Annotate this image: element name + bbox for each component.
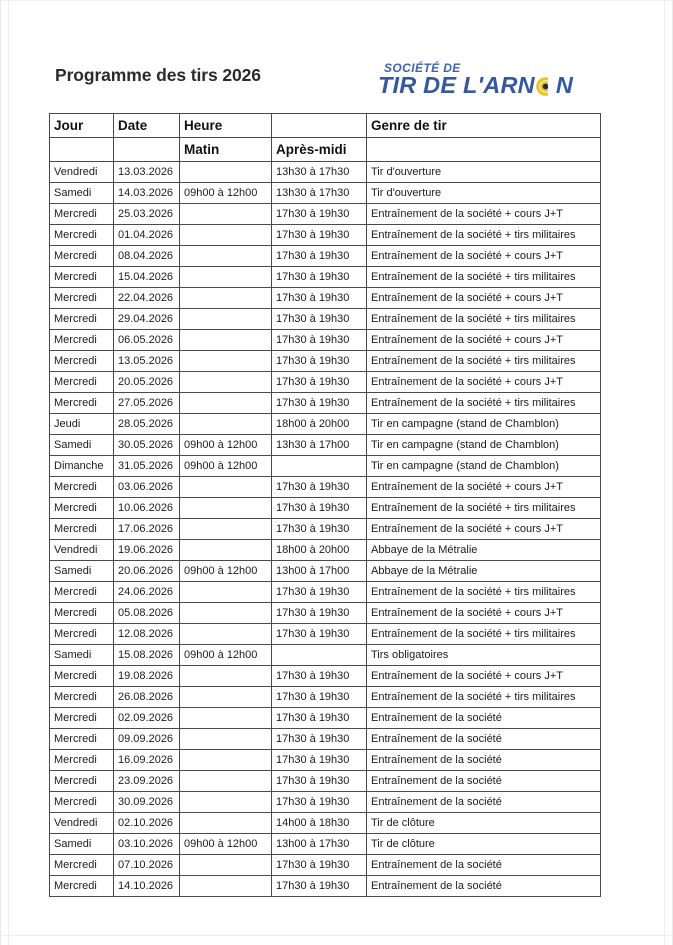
cell-genre: Entraînement de la société + cours J+T: [367, 603, 601, 624]
cell-jour: Samedi: [50, 561, 114, 582]
cell-date: 09.09.2026: [114, 729, 180, 750]
cell-matin: [180, 540, 272, 561]
cell-genre: Tir de clôture: [367, 834, 601, 855]
cell-date: 30.05.2026: [114, 435, 180, 456]
cell-date: 14.10.2026: [114, 876, 180, 897]
cell-genre: Entraînement de la société: [367, 708, 601, 729]
cell-jour: Mercredi: [50, 666, 114, 687]
cell-date: 19.06.2026: [114, 540, 180, 561]
cell-apres-midi: 17h30 à 19h30: [272, 225, 367, 246]
cell-jour: Samedi: [50, 183, 114, 204]
header-date: Date: [114, 114, 180, 138]
cell-jour: Dimanche: [50, 456, 114, 477]
cell-date: 19.08.2026: [114, 666, 180, 687]
cell-matin: [180, 666, 272, 687]
cell-genre: Entraînement de la société + tirs militaires: [367, 225, 601, 246]
cell-jour: Mercredi: [50, 771, 114, 792]
cell-genre: Entraînement de la société + tirs militaires: [367, 498, 601, 519]
cell-genre: Entraînement de la société + tirs militaires: [367, 351, 601, 372]
cell-genre: Entraînement de la société + tirs militaires: [367, 267, 601, 288]
cell-date: 08.04.2026: [114, 246, 180, 267]
cell-apres-midi: 13h00 à 17h00: [272, 561, 367, 582]
cell-jour: Mercredi: [50, 687, 114, 708]
cell-apres-midi: 17h30 à 19h30: [272, 246, 367, 267]
cell-jour: Mercredi: [50, 246, 114, 267]
cell-matin: [180, 477, 272, 498]
table-row: [50, 477, 601, 498]
target-bullseye-icon: [535, 76, 556, 97]
cell-apres-midi: 13h30 à 17h00: [272, 435, 367, 456]
table-row: [50, 330, 601, 351]
cell-genre: Entraînement de la société + cours J+T: [367, 330, 601, 351]
table-row: [50, 876, 601, 897]
cell-jour: Samedi: [50, 834, 114, 855]
document-header: [0, 56, 673, 112]
cell-matin: [180, 393, 272, 414]
cell-matin: [180, 414, 272, 435]
cell-date: 30.09.2026: [114, 792, 180, 813]
header-jour: Jour: [50, 114, 114, 138]
cell-genre: Entraînement de la société + cours J+T: [367, 204, 601, 225]
table-row: [50, 708, 601, 729]
table-row: [50, 729, 601, 750]
cell-date: 27.05.2026: [114, 393, 180, 414]
cell-apres-midi: [272, 645, 367, 666]
cell-matin: [180, 876, 272, 897]
cell-jour: Mercredi: [50, 225, 114, 246]
cell-genre: Entraînement de la société + cours J+T: [367, 477, 601, 498]
cell-jour: Vendredi: [50, 162, 114, 183]
cell-apres-midi: [272, 456, 367, 477]
cell-apres-midi: 17h30 à 19h30: [272, 792, 367, 813]
header-genre-sub: [367, 138, 601, 162]
cell-apres-midi: 17h30 à 19h30: [272, 477, 367, 498]
cell-genre: Abbaye de la Métralie: [367, 561, 601, 582]
cell-apres-midi: 17h30 à 19h30: [272, 330, 367, 351]
cell-matin: [180, 792, 272, 813]
cell-matin: 09h00 à 12h00: [180, 645, 272, 666]
cell-matin: [180, 855, 272, 876]
cell-jour: Mercredi: [50, 519, 114, 540]
cell-genre: Entraînement de la société: [367, 855, 601, 876]
cell-jour: Jeudi: [50, 414, 114, 435]
cell-jour: Mercredi: [50, 750, 114, 771]
cell-apres-midi: 13h30 à 17h30: [272, 162, 367, 183]
cell-genre: Entraînement de la société + cours J+T: [367, 666, 601, 687]
table-row: [50, 456, 601, 477]
cell-genre: Entraînement de la société + tirs militaires: [367, 687, 601, 708]
cell-genre: Entraînement de la société: [367, 876, 601, 897]
cell-matin: [180, 288, 272, 309]
cell-genre: Entraînement de la société + cours J+T: [367, 288, 601, 309]
cell-genre: Tir en campagne (stand de Chamblon): [367, 435, 601, 456]
cell-date: 13.03.2026: [114, 162, 180, 183]
cell-date: 26.08.2026: [114, 687, 180, 708]
cell-jour: Mercredi: [50, 330, 114, 351]
cell-matin: [180, 624, 272, 645]
cell-apres-midi: 17h30 à 19h30: [272, 372, 367, 393]
cell-date: 02.09.2026: [114, 708, 180, 729]
cell-matin: [180, 708, 272, 729]
table-header: [50, 114, 601, 162]
cell-jour: Mercredi: [50, 498, 114, 519]
cell-apres-midi: 18h00 à 20h00: [272, 540, 367, 561]
cell-matin: 09h00 à 12h00: [180, 183, 272, 204]
cell-jour: Mercredi: [50, 309, 114, 330]
table-row: [50, 603, 601, 624]
cell-matin: [180, 225, 272, 246]
cell-jour: Vendredi: [50, 540, 114, 561]
cell-genre: Entraînement de la société: [367, 771, 601, 792]
cell-apres-midi: 17h30 à 19h30: [272, 288, 367, 309]
cell-date: 15.04.2026: [114, 267, 180, 288]
table-row: [50, 498, 601, 519]
scan-edge-left: [8, 0, 9, 945]
table-body: [50, 162, 601, 897]
cell-jour: Samedi: [50, 435, 114, 456]
cell-date: 24.06.2026: [114, 582, 180, 603]
cell-apres-midi: 13h30 à 17h30: [272, 183, 367, 204]
cell-jour: Mercredi: [50, 477, 114, 498]
table-row: [50, 435, 601, 456]
cell-date: 02.10.2026: [114, 813, 180, 834]
cell-matin: [180, 750, 272, 771]
header-genre-de-tir: Genre de tir: [367, 114, 601, 138]
logo-text-after-target: N: [555, 72, 573, 98]
table-row: [50, 582, 601, 603]
cell-apres-midi: 17h30 à 19h30: [272, 582, 367, 603]
cell-matin: [180, 351, 272, 372]
table-row: [50, 372, 601, 393]
cell-genre: Entraînement de la société + cours J+T: [367, 372, 601, 393]
table-row: [50, 561, 601, 582]
cell-jour: Mercredi: [50, 624, 114, 645]
table-row: [50, 834, 601, 855]
cell-matin: [180, 204, 272, 225]
cell-date: 29.04.2026: [114, 309, 180, 330]
cell-date: 14.03.2026: [114, 183, 180, 204]
cell-matin: [180, 603, 272, 624]
cell-matin: [180, 330, 272, 351]
cell-date: 31.05.2026: [114, 456, 180, 477]
cell-genre: Tir d'ouverture: [367, 162, 601, 183]
cell-genre: Entraînement de la société: [367, 750, 601, 771]
cell-date: 05.08.2026: [114, 603, 180, 624]
cell-jour: Mercredi: [50, 393, 114, 414]
cell-apres-midi: 17h30 à 19h30: [272, 771, 367, 792]
table-row: [50, 645, 601, 666]
cell-date: 01.04.2026: [114, 225, 180, 246]
cell-genre: Entraînement de la société: [367, 729, 601, 750]
table-row: [50, 750, 601, 771]
cell-jour: Mercredi: [50, 792, 114, 813]
header-date-sub: [114, 138, 180, 162]
cell-jour: Mercredi: [50, 855, 114, 876]
cell-matin: [180, 267, 272, 288]
cell-apres-midi: 17h30 à 19h30: [272, 393, 367, 414]
cell-genre: Entraînement de la société: [367, 792, 601, 813]
cell-date: 20.05.2026: [114, 372, 180, 393]
scan-edge-bottom: [0, 935, 673, 936]
cell-date: 07.10.2026: [114, 855, 180, 876]
cell-genre: Tir d'ouverture: [367, 183, 601, 204]
page-title: Programme des tirs 2026: [55, 65, 261, 85]
cell-apres-midi: 13h00 à 17h30: [272, 834, 367, 855]
cell-apres-midi: 17h30 à 19h30: [272, 204, 367, 225]
cell-matin: [180, 729, 272, 750]
cell-matin: 09h00 à 12h00: [180, 435, 272, 456]
table-row: [50, 666, 601, 687]
cell-date: 22.04.2026: [114, 288, 180, 309]
cell-matin: 09h00 à 12h00: [180, 561, 272, 582]
table-header-row-secondary: [50, 138, 601, 162]
cell-apres-midi: 17h30 à 19h30: [272, 876, 367, 897]
shooting-schedule-table: [49, 113, 601, 897]
cell-apres-midi: 17h30 à 19h30: [272, 855, 367, 876]
header-matin: Matin: [180, 138, 272, 162]
cell-matin: [180, 519, 272, 540]
cell-jour: Mercredi: [50, 288, 114, 309]
cell-date: 06.05.2026: [114, 330, 180, 351]
cell-genre: Tir en campagne (stand de Chamblon): [367, 456, 601, 477]
cell-jour: Mercredi: [50, 708, 114, 729]
cell-jour: Samedi: [50, 645, 114, 666]
cell-apres-midi: 18h00 à 20h00: [272, 414, 367, 435]
table-row: [50, 351, 601, 372]
cell-apres-midi: 17h30 à 19h30: [272, 267, 367, 288]
cell-jour: Mercredi: [50, 729, 114, 750]
cell-apres-midi: 14h00 à 18h30: [272, 813, 367, 834]
table-row: [50, 414, 601, 435]
cell-matin: [180, 582, 272, 603]
cell-apres-midi: 17h30 à 19h30: [272, 666, 367, 687]
cell-apres-midi: 17h30 à 19h30: [272, 351, 367, 372]
table-row: [50, 267, 601, 288]
table-row: [50, 624, 601, 645]
cell-jour: Mercredi: [50, 267, 114, 288]
cell-date: 03.10.2026: [114, 834, 180, 855]
cell-jour: Mercredi: [50, 876, 114, 897]
table-row: [50, 162, 601, 183]
table-row: [50, 183, 601, 204]
cell-genre: Entraînement de la société + tirs militaires: [367, 582, 601, 603]
table-row: [50, 792, 601, 813]
table-row: [50, 687, 601, 708]
cell-genre: Entraînement de la société + cours J+T: [367, 246, 601, 267]
cell-matin: [180, 372, 272, 393]
cell-matin: [180, 498, 272, 519]
cell-apres-midi: 17h30 à 19h30: [272, 603, 367, 624]
cell-jour: Mercredi: [50, 204, 114, 225]
cell-matin: [180, 771, 272, 792]
cell-date: 03.06.2026: [114, 477, 180, 498]
cell-jour: Mercredi: [50, 351, 114, 372]
cell-genre: Entraînement de la société + tirs militaires: [367, 393, 601, 414]
table-row: [50, 309, 601, 330]
cell-date: 10.06.2026: [114, 498, 180, 519]
header-heure: Heure: [180, 114, 272, 138]
logo-line-societe: SOCIÉTÉ DE: [384, 61, 461, 75]
cell-jour: Vendredi: [50, 813, 114, 834]
table-row: [50, 204, 601, 225]
cell-apres-midi: 17h30 à 19h30: [272, 519, 367, 540]
cell-apres-midi: 17h30 à 19h30: [272, 687, 367, 708]
cell-genre: Tirs obligatoires: [367, 645, 601, 666]
header-apres-midi: Après-midi: [272, 138, 367, 162]
table-header-row-primary: [50, 114, 601, 138]
cell-date: 15.08.2026: [114, 645, 180, 666]
cell-apres-midi: 17h30 à 19h30: [272, 708, 367, 729]
table-row: [50, 855, 601, 876]
logo-line-tir-de-larnon: [378, 74, 573, 98]
table-row: [50, 813, 601, 834]
logo-text-before-target: TIR DE L'ARN: [378, 72, 535, 98]
header-jour-sub: [50, 138, 114, 162]
cell-date: 28.05.2026: [114, 414, 180, 435]
cell-genre: Tir en campagne (stand de Chamblon): [367, 414, 601, 435]
cell-apres-midi: 17h30 à 19h30: [272, 498, 367, 519]
cell-date: 17.06.2026: [114, 519, 180, 540]
scan-edge-right: [664, 0, 665, 945]
cell-date: 25.03.2026: [114, 204, 180, 225]
cell-matin: [180, 309, 272, 330]
cell-matin: [180, 813, 272, 834]
table-row: [50, 771, 601, 792]
cell-genre: Abbaye de la Métralie: [367, 540, 601, 561]
cell-date: 13.05.2026: [114, 351, 180, 372]
cell-genre: Entraînement de la société + cours J+T: [367, 519, 601, 540]
table-row: [50, 540, 601, 561]
cell-date: 12.08.2026: [114, 624, 180, 645]
cell-matin: 09h00 à 12h00: [180, 456, 272, 477]
cell-apres-midi: 17h30 à 19h30: [272, 624, 367, 645]
cell-matin: [180, 246, 272, 267]
cell-jour: Mercredi: [50, 372, 114, 393]
cell-date: 20.06.2026: [114, 561, 180, 582]
cell-apres-midi: 17h30 à 19h30: [272, 750, 367, 771]
cell-jour: Mercredi: [50, 582, 114, 603]
table-row: [50, 393, 601, 414]
table-row: [50, 519, 601, 540]
table-row: [50, 288, 601, 309]
club-logo: [378, 56, 608, 108]
cell-genre: Entraînement de la société + tirs militaires: [367, 309, 601, 330]
cell-genre: Tir de clôture: [367, 813, 601, 834]
cell-apres-midi: 17h30 à 19h30: [272, 309, 367, 330]
cell-genre: Entraînement de la société + tirs militaires: [367, 624, 601, 645]
cell-matin: [180, 687, 272, 708]
cell-date: 23.09.2026: [114, 771, 180, 792]
cell-matin: 09h00 à 12h00: [180, 834, 272, 855]
table-row: [50, 246, 601, 267]
cell-date: 16.09.2026: [114, 750, 180, 771]
cell-apres-midi: 17h30 à 19h30: [272, 729, 367, 750]
cell-jour: Mercredi: [50, 603, 114, 624]
table-row: [50, 225, 601, 246]
cell-matin: [180, 162, 272, 183]
header-heure-spacer: [272, 114, 367, 138]
